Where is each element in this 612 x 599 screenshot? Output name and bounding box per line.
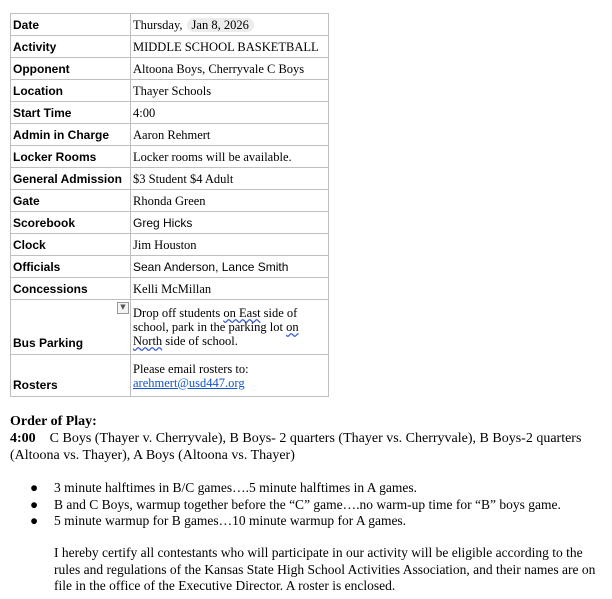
row-label: Concessions [11, 278, 131, 300]
certification-paragraph: I hereby certify all contestants who will participate in our activity will be eligible according to the rules and regulations of the Kansas State High School Activities Association, and their names are on file in the office of the Executive Director. A roster is enclosed. [54, 545, 596, 593]
order-games: C Boys (Thayer v. Cherryvale), B Boys- 2 quarters (Thayer vs. Cherryvale), B Boys-2 quarters (Altoona vs. Thayer), A Boys (Altoona vs. Thayer) [10, 431, 582, 463]
note-text: 5 minute warmup for B games…10 minute warmup for A games. [54, 513, 407, 528]
row-label: Locker Rooms [11, 146, 131, 168]
table-row [11, 80, 329, 102]
row-value: Locker rooms will be available. [131, 146, 329, 168]
note-text: B and C Boys, warmup together before the “C” game….no warm-up time for “B” boys game. [54, 496, 561, 512]
text-run: side of school. [162, 334, 238, 348]
row-value: Thayer Schools [131, 80, 329, 102]
row-label: Date [11, 14, 131, 36]
row-value: Sean Anderson, Lance Smith [131, 256, 329, 278]
order-of-play [10, 413, 602, 464]
bus-parking-value [120, 300, 329, 355]
row-value: Rhonda Green [131, 190, 329, 212]
order-heading: Order of Play: [10, 414, 97, 429]
table-row [11, 234, 329, 256]
note-text: 3 minute halftimes in B/C games….5 minute halftimes in A games. [54, 480, 417, 495]
row-label: Location [11, 80, 131, 102]
table-row [11, 300, 329, 355]
spellcheck-text[interactable]: on East [223, 306, 261, 320]
event-info-table [10, 13, 329, 397]
row-label: Gate [11, 190, 131, 212]
row-value: MIDDLE SCHOOL BASKETBALL [131, 36, 329, 58]
table-row [11, 190, 329, 212]
row-value: Altoona Boys, Cherryvale C Boys [131, 58, 329, 80]
table-row [11, 146, 329, 168]
table-row [11, 14, 329, 36]
row-label: Start Time [11, 102, 131, 124]
day-text: Thursday, [133, 17, 183, 32]
table-row [11, 278, 329, 300]
row-value: Kelli McMillan [131, 278, 329, 300]
bullet-icon: ● [30, 496, 39, 512]
table-row [11, 168, 329, 190]
row-label: General Admission [11, 168, 131, 190]
text-run: side of school, park in the parking lot [133, 306, 298, 334]
row-label: Clock [11, 234, 131, 256]
row-value: $3 Student $4 Adult [131, 168, 329, 190]
spellcheck-text[interactable]: on North [133, 320, 299, 348]
row-label: Rosters [11, 355, 131, 397]
row-value: Jim Houston [131, 234, 329, 256]
dropdown-handle-icon[interactable]: ▼ [117, 302, 129, 314]
email-link[interactable]: arehmert@usd447.org [133, 375, 245, 390]
list-item [26, 497, 606, 514]
table-row [11, 124, 329, 146]
row-label: Officials [11, 256, 131, 278]
table-row [11, 355, 329, 397]
rosters-value [131, 355, 329, 397]
row-value: Aaron Rehmert [131, 124, 329, 146]
row-value: Greg Hicks [131, 212, 329, 234]
bullet-icon: ● [30, 480, 39, 495]
list-item [26, 513, 606, 530]
row-label: Activity [11, 36, 131, 58]
table-row [11, 256, 329, 278]
table-row [11, 58, 329, 80]
rosters-instruction: Please email rosters to: [133, 361, 249, 376]
row-label: Bus Parking [11, 300, 131, 355]
order-text [10, 430, 602, 464]
table-row [11, 36, 329, 58]
table-row [11, 212, 329, 234]
order-time: 4:00 [10, 431, 36, 446]
bullet-icon: ● [30, 513, 39, 528]
row-label: Opponent [11, 58, 131, 80]
date-chip[interactable]: Jan 8, 2026 [187, 18, 254, 32]
text-run: Drop off students [133, 306, 224, 320]
row-label: Admin in Charge [11, 124, 131, 146]
row-value: 4:00 [131, 102, 329, 124]
list-item [26, 480, 606, 497]
row-label: Scorebook [11, 212, 131, 234]
notes-list [26, 480, 606, 530]
table-row [11, 102, 329, 124]
date-value [131, 14, 329, 36]
